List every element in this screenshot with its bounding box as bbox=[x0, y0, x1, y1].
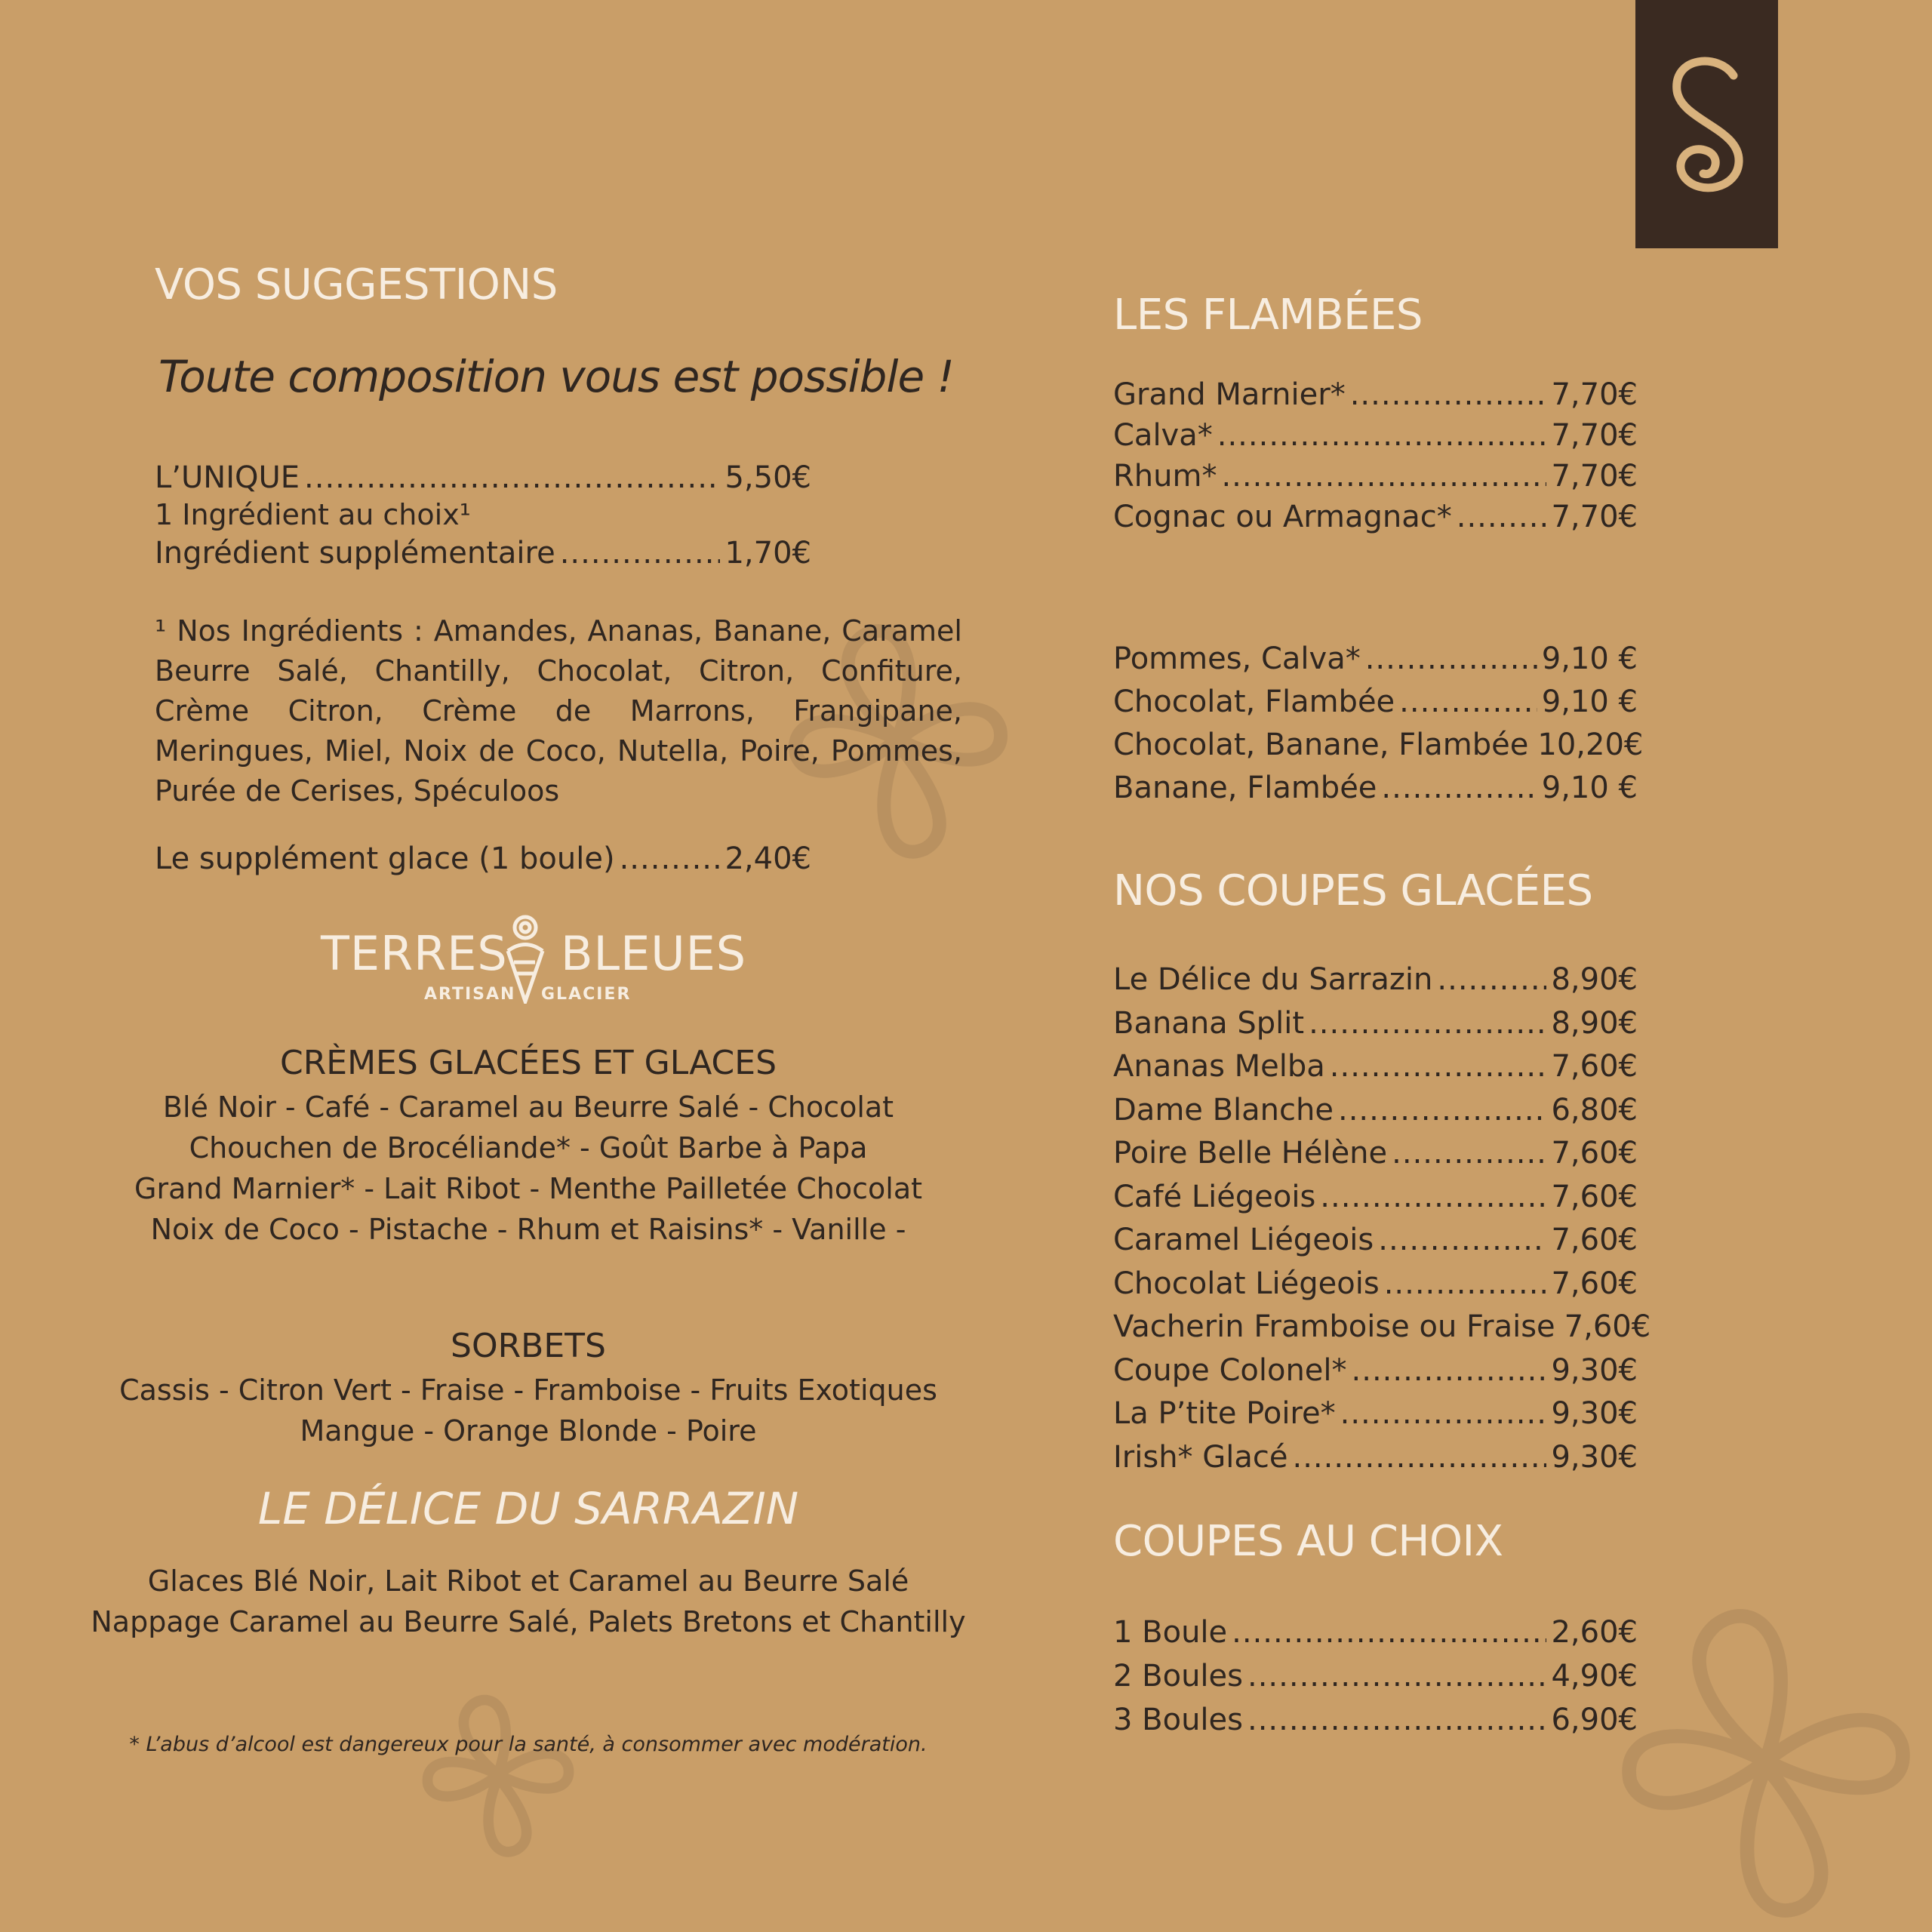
alcohol-footnote: * L’abus d’alcool est dangereux pour la santé, à consommer avec modération. bbox=[129, 1733, 928, 1756]
item-label: Grand Marnier* bbox=[1113, 377, 1346, 412]
item-label: Calva* bbox=[1113, 418, 1213, 453]
price-row bbox=[1113, 1093, 1638, 1128]
price-row bbox=[1113, 1136, 1638, 1171]
item-label: Chocolat, Flambée bbox=[1113, 685, 1395, 719]
delice-description bbox=[75, 1561, 981, 1642]
item-label: Pommes, Calva* bbox=[1113, 641, 1361, 676]
item-label: Chocolat Liégeois bbox=[1113, 1266, 1380, 1301]
price-row bbox=[1113, 771, 1638, 805]
item-label: 2 Boules bbox=[1113, 1659, 1243, 1694]
item-price: 5,50€ bbox=[724, 460, 811, 495]
description-line: Glaces Blé Noir, Lait Ribot et Caramel au Beurre Salé bbox=[147, 1564, 909, 1598]
price-row-supplement bbox=[155, 841, 811, 876]
section-title-coupes: NOS COUPES GLACÉES bbox=[1113, 866, 1593, 915]
price-row bbox=[1113, 1223, 1638, 1257]
price-row bbox=[1113, 1703, 1638, 1737]
item-label: Rhum* bbox=[1113, 459, 1217, 494]
logo-sub-artisan: ARTISAN bbox=[424, 985, 516, 1004]
flavor-line: Blé Noir - Café - Caramel au Beurre Salé - Chocolat bbox=[162, 1091, 894, 1124]
item-label: Café Liégeois bbox=[1113, 1179, 1316, 1214]
flavor-line: Mangue - Orange Blonde - Poire bbox=[300, 1414, 757, 1447]
item-price: 7,60€ bbox=[1551, 1223, 1638, 1257]
sorbets-title: SORBETS bbox=[451, 1327, 606, 1365]
cremes-title: CRÈMES GLACÉES ET GLACES bbox=[279, 1044, 777, 1082]
section-title-flambees: LES FLAMBÉES bbox=[1113, 291, 1423, 340]
item-label: Banane, Flambée bbox=[1113, 771, 1377, 805]
item-label: Coupe Colonel* bbox=[1113, 1352, 1347, 1388]
price-row bbox=[1113, 418, 1638, 453]
item-price: 8,90€ bbox=[1551, 1005, 1638, 1041]
item-label: Banana Split bbox=[1113, 1005, 1305, 1041]
item-price: 10,20€ bbox=[1537, 728, 1644, 762]
item-label: Irish* Glacé bbox=[1113, 1439, 1288, 1475]
logo-word-bleues: BLEUES bbox=[561, 926, 747, 981]
item-price: 7,70€ bbox=[1551, 459, 1638, 494]
item-price: 8,90€ bbox=[1551, 962, 1638, 997]
price-row bbox=[1113, 377, 1638, 412]
cremes-flavors bbox=[75, 1087, 981, 1250]
item-price: 9,10 € bbox=[1541, 685, 1638, 719]
item-label: Cognac ou Armagnac* bbox=[1113, 500, 1452, 534]
item-label: Chocolat, Banane, Flambée bbox=[1113, 728, 1529, 762]
item-price: 7,60€ bbox=[1564, 1309, 1651, 1344]
price-row bbox=[1113, 1615, 1638, 1650]
item-price: 9,30€ bbox=[1551, 1352, 1638, 1388]
price-row bbox=[1113, 962, 1638, 997]
item-price: 7,70€ bbox=[1551, 418, 1638, 453]
item-price: 6,90€ bbox=[1551, 1703, 1638, 1737]
item-label: Ingrédient supplémentaire bbox=[155, 536, 555, 571]
section-title-choix: COUPES AU CHOIX bbox=[1113, 1517, 1503, 1566]
price-row bbox=[1113, 1006, 1638, 1041]
item-label: La P’tite Poire* bbox=[1113, 1396, 1336, 1431]
price-row bbox=[1113, 1309, 1651, 1344]
item-label: Vacherin Framboise ou Fraise bbox=[1113, 1309, 1555, 1344]
sorbets-flavors bbox=[75, 1370, 981, 1451]
flower-decoration-icon bbox=[1600, 1600, 1932, 1932]
item-price: 9,30€ bbox=[1551, 1396, 1638, 1431]
terres-bleues-logo bbox=[321, 909, 747, 1008]
item-price: 9,10 € bbox=[1541, 641, 1638, 676]
item-price: 7,70€ bbox=[1551, 377, 1638, 412]
flavor-line: Grand Marnier* - Lait Ribot - Menthe Pailletée Chocolat bbox=[134, 1172, 922, 1205]
price-row bbox=[1113, 1659, 1638, 1694]
item-price: 9,30€ bbox=[1551, 1439, 1638, 1475]
item-label: Le supplément glace (1 boule) bbox=[155, 841, 615, 876]
flavor-line: Chouchen de Brocéliande* - Goût Barbe à Papa bbox=[189, 1131, 868, 1164]
price-row-extra-ingredient bbox=[155, 536, 811, 571]
subtitle: Toute composition vous est possible ! bbox=[158, 351, 954, 402]
item-label: Le Délice du Sarrazin bbox=[1113, 962, 1433, 997]
price-row bbox=[1113, 728, 1644, 762]
item-price: 2,40€ bbox=[724, 841, 811, 876]
item-price: 6,80€ bbox=[1551, 1092, 1638, 1128]
price-row bbox=[1113, 1440, 1638, 1475]
logo-sub-glacier: GLACIER bbox=[541, 985, 632, 1004]
price-row bbox=[1113, 1180, 1638, 1214]
price-row bbox=[1113, 1266, 1638, 1301]
brand-monogram-bar bbox=[1635, 0, 1778, 248]
price-row-unique bbox=[155, 460, 811, 495]
item-price: 7,60€ bbox=[1551, 1136, 1638, 1171]
s-monogram-icon bbox=[1654, 49, 1760, 200]
ingredients-list: ¹ Nos Ingrédients : Amandes, Ananas, Banane, Caramel Beurre Salé, Chantilly, Chocolat, Citron, Confiture, Crème Citron, Crème de Marrons, Frangipane, Meringues, Miel, Noix de Coco, Nutella, Poire, Pommes, Purée de Cerises, Spéculoos bbox=[155, 614, 962, 808]
item-price: 7,60€ bbox=[1551, 1266, 1638, 1301]
flavor-line: Noix de Coco - Pistache - Rhum et Raisins* - Vanille - bbox=[150, 1213, 906, 1246]
price-row bbox=[1113, 685, 1638, 719]
item-label: 3 Boules bbox=[1113, 1703, 1243, 1737]
delice-title: LE DÉLICE DU SARRAZIN bbox=[257, 1483, 799, 1534]
item-label: Poire Belle Hélène bbox=[1113, 1136, 1388, 1171]
item-price: 4,90€ bbox=[1551, 1659, 1638, 1694]
price-row bbox=[1113, 641, 1638, 676]
price-row bbox=[1113, 1396, 1638, 1431]
item-label: Caramel Liégeois bbox=[1113, 1223, 1374, 1257]
item-price: 7,70€ bbox=[1551, 500, 1638, 534]
item-label: 1 Boule bbox=[1113, 1615, 1228, 1650]
price-row bbox=[1113, 1049, 1638, 1084]
item-label: L’UNIQUE bbox=[155, 460, 300, 495]
description-line: Nappage Caramel au Beurre Salé, Palets Bretons et Chantilly bbox=[91, 1605, 966, 1638]
item-price: 1,70€ bbox=[724, 536, 811, 571]
flavor-line: Cassis - Citron Vert - Fraise - Framboise - Fruits Exotiques bbox=[119, 1374, 937, 1407]
section-title-suggestions: VOS SUGGESTIONS bbox=[155, 260, 558, 309]
item-price: 7,60€ bbox=[1551, 1179, 1638, 1214]
item-price: 2,60€ bbox=[1551, 1615, 1638, 1650]
one-ingredient-note: 1 Ingrédient au choix¹ bbox=[155, 498, 471, 531]
price-row bbox=[1113, 500, 1638, 534]
price-row bbox=[1113, 459, 1638, 494]
item-price: 9,10 € bbox=[1541, 771, 1638, 805]
item-price: 7,60€ bbox=[1551, 1049, 1638, 1084]
logo-word-terres: TERRES bbox=[321, 926, 508, 981]
price-row bbox=[1113, 1353, 1638, 1388]
item-label: Dame Blanche bbox=[1113, 1092, 1334, 1128]
flower-decoration-icon bbox=[415, 1690, 581, 1864]
item-label: Ananas Melba bbox=[1113, 1049, 1325, 1084]
